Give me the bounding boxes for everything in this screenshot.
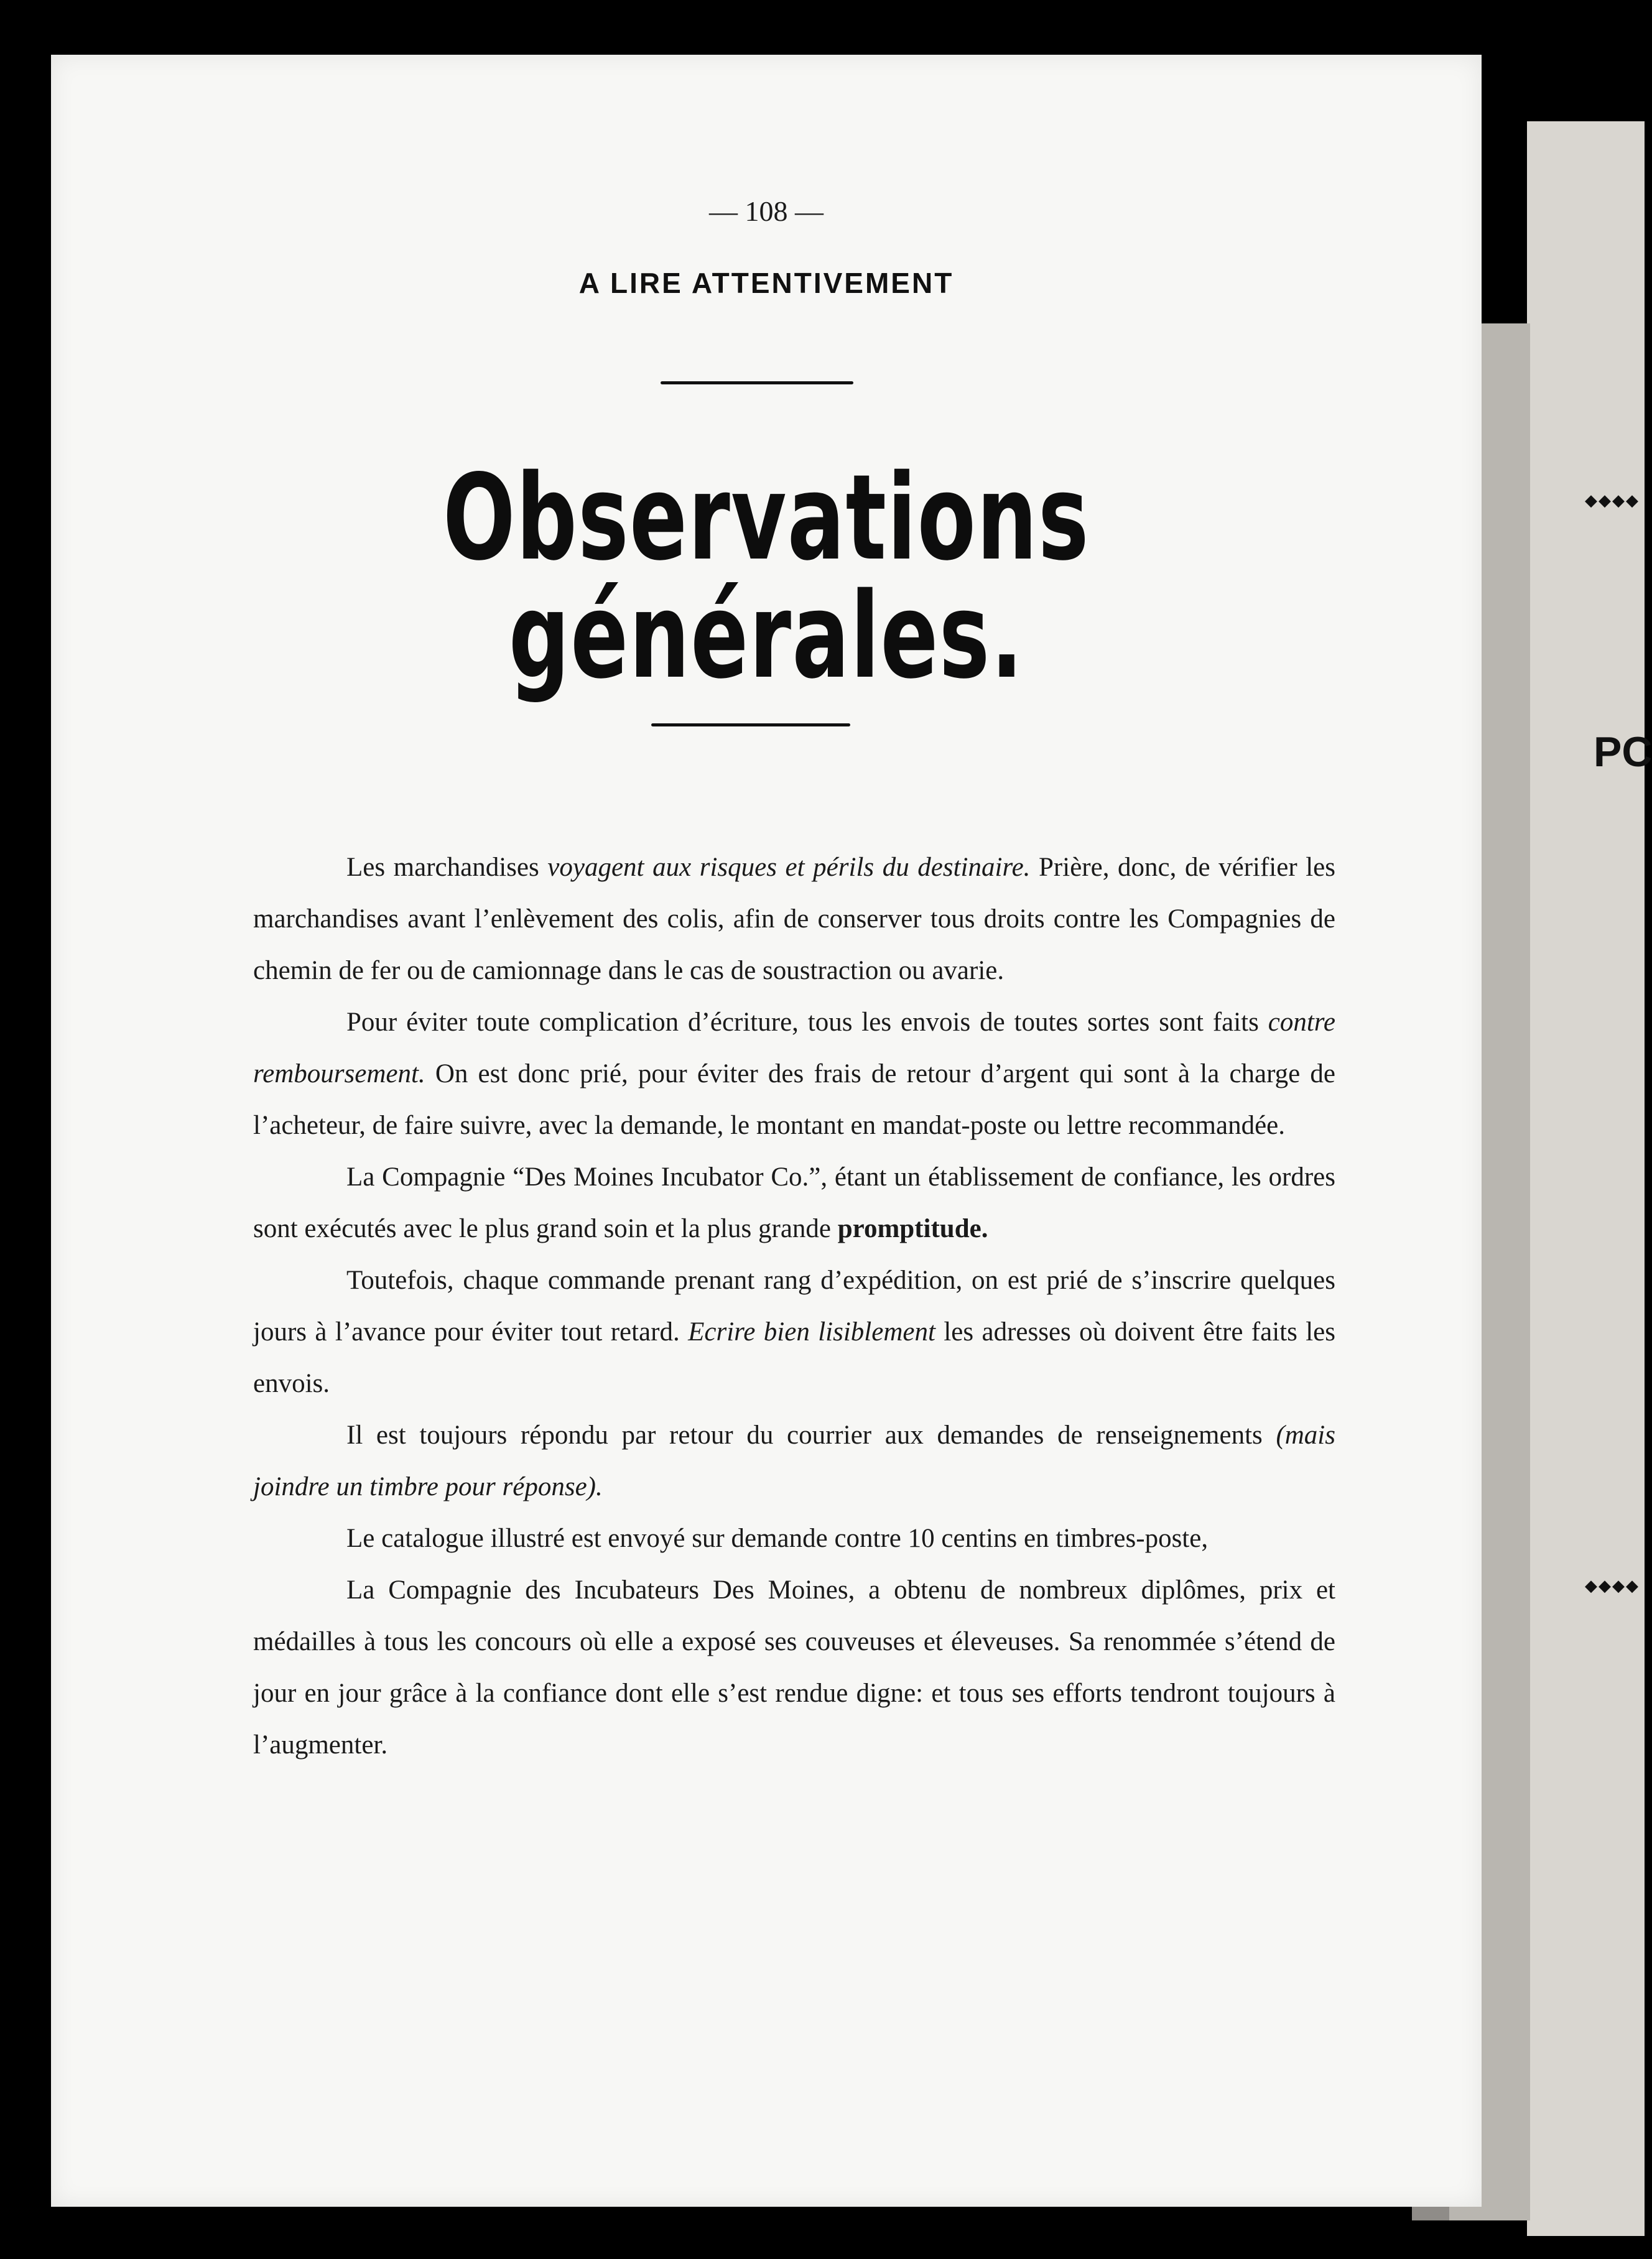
paragraph-emphasis: Ecrire bien lisiblement xyxy=(688,1317,935,1347)
paragraph xyxy=(253,842,1335,996)
paragraph-text: les adresses où doivent être faits les envois. xyxy=(253,1317,1336,1398)
paragraph-emphasis: voyagent aux risques et périls du destinaire. xyxy=(547,853,1031,882)
underlying-ornament: ◆◆◆◆ xyxy=(1585,1577,1640,1595)
ornamental-rule xyxy=(661,381,853,384)
paragraph xyxy=(253,1513,1335,1564)
page-number: — 108 — xyxy=(709,195,824,227)
paragraph xyxy=(253,1255,1335,1409)
paragraph xyxy=(253,996,1335,1151)
paragraph xyxy=(253,1151,1335,1255)
paragraph xyxy=(253,1564,1335,1771)
paragraph-text: Il est toujours répondu par retour du courrier aux demandes de renseignements xyxy=(346,1421,1276,1450)
underlying-heading-fragment: PC xyxy=(1594,728,1652,776)
paragraph-bold: promptitude. xyxy=(837,1214,988,1243)
document-page xyxy=(51,55,1482,2207)
paragraph-text: La Compagnie “Des Moines Incubator Co.”, étant un établissement de confiance, les ordres sont exécutés avec le plus grand soin et la plus grande xyxy=(253,1162,1335,1243)
ornamental-rule xyxy=(651,723,850,726)
paragraph-text: Toutefois, chaque commande prenant rang d’expédition, on est prié de s’inscrire quelques jours à l’avance pour éviter tout retard. xyxy=(253,1266,1335,1347)
paragraph-text: On est donc prié, pour éviter des frais de retour d’argent qui sont à la charge de l’acheteur, de faire suivre, avec la demande, le montant en mandat-poste ou lettre recommandée. xyxy=(253,1059,1335,1140)
paragraph-emphasis: (mais joindre un timbre pour réponse). xyxy=(253,1421,1335,1501)
paragraph-emphasis: contre remboursement. xyxy=(253,1008,1335,1088)
paragraph-text: Pour éviter toute complication d’écriture, tous les envois de toutes sortes sont faits xyxy=(346,1008,1268,1037)
main-title: Observations générales. xyxy=(443,449,1090,705)
paragraph-text: Le catalogue illustré est envoyé sur demande contre 10 centins en timbres-poste, xyxy=(346,1524,1209,1553)
body-text xyxy=(253,842,1335,1771)
paragraph-text: La Compagnie des Incubateurs Des Moines, a obtenu de nombreux diplômes, prix et médailles à tous les concours où elle a exposé ses couveuses et éleveuses. Sa renommée s’étend de jour en jour grâce à la confiance dont elle s’est rendue digne: et tous ses efforts tendront toujours à l’augmenter. xyxy=(253,1575,1335,1760)
underlying-page xyxy=(1527,121,1645,2236)
underlying-ornament: ◆◆◆◆ xyxy=(1585,491,1640,510)
paragraph-text: Prière, donc, de vérifier les marchandises avant l’enlèvement des colis, afin de conserver tous droits contre les Compagnies de chemin de fer ou de camionnage dans le cas de soustraction ou avarie. xyxy=(253,853,1335,985)
notice-heading: A LIRE ATTENTIVEMENT xyxy=(578,267,954,299)
paragraph xyxy=(253,1409,1335,1513)
paragraph-text: Les marchandises xyxy=(346,853,548,882)
